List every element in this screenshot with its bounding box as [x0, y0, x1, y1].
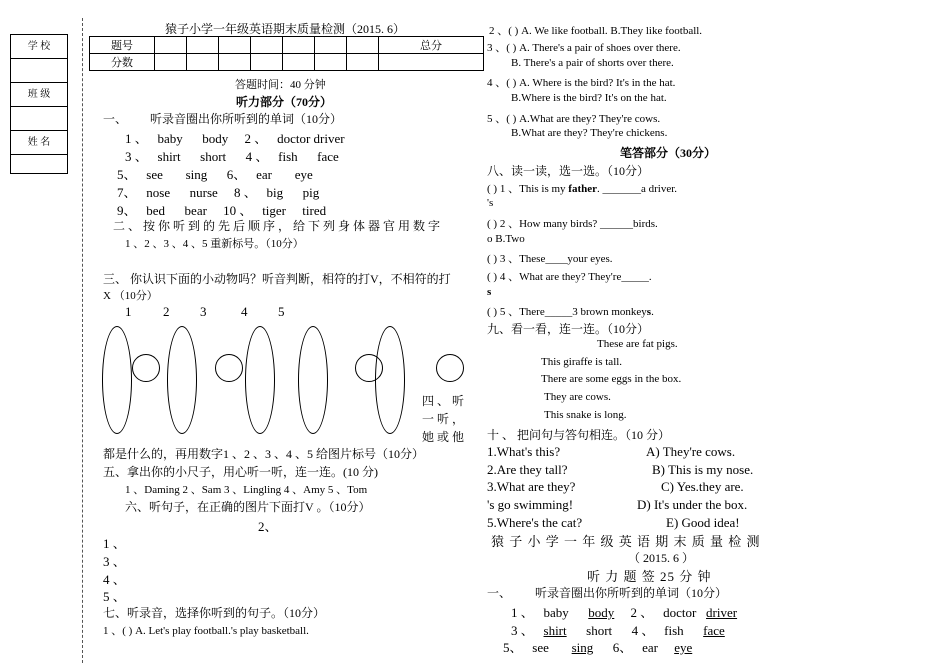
- q6-item: 4 、: [103, 572, 126, 587]
- picture-circle-1: [132, 354, 160, 382]
- answer-row-1: 1 、 baby body 2 、 doctor driver: [511, 605, 738, 620]
- picture-oval-4: [298, 326, 328, 434]
- q8-item-1: ( ) 1 、This is my father. _______a driver.: [487, 183, 678, 195]
- score-row2-label: 分数: [90, 54, 155, 71]
- q9-title: 九、看一看，连一连。（10分）: [487, 322, 650, 336]
- q7-item-3a: 3 、( ) A. There's a pair of shoes over there.: [487, 42, 681, 54]
- q1-row5: 9、 bed bear 10 、 tiger tired: [117, 203, 327, 218]
- picture-oval-5: [375, 326, 405, 434]
- q3-number-5: 5: [278, 304, 285, 319]
- q10-answer: A) They're cows.: [646, 444, 736, 459]
- q10-answer: E) Good idea!: [666, 515, 740, 530]
- q10-question: 1.What's this?: [487, 444, 561, 459]
- q5-names: 1 、Daming 2 、Sam 3 、Lingling 4 、Amy 5 、Tom: [125, 484, 368, 496]
- q9-sentence: This giraffe is tall.: [541, 356, 623, 368]
- answer-row-2: 3 、 shirt short 4 、 fish face: [511, 623, 725, 638]
- q6-title: 六、听句子，在正确的图片下面打V 。（10分）: [125, 500, 371, 514]
- q9-sentence: They are cows.: [544, 391, 611, 403]
- q2-line2: 1 、2 、3 、4 、5 重新标号。（10分）: [125, 238, 304, 250]
- school-label: 学 校: [11, 35, 67, 59]
- answer-sheet-title: 猿 子 小 学 一 年 级 英 语 期 末 质 量 检 测: [491, 534, 761, 549]
- score-table: [89, 36, 484, 71]
- q8-item-4: ( ) 4 、What are they? They're_____.: [487, 271, 652, 283]
- q8-item-2-wrap: o B.Two: [487, 233, 525, 245]
- name-label: 姓 名: [11, 131, 67, 155]
- q3-number-4: 4: [241, 304, 248, 319]
- answer-sheet-date: （ 2015. 6 ）: [628, 551, 695, 565]
- answer-sheet-section-title: 听录音圈出你所听到的单词（10分）: [535, 586, 728, 600]
- name-field: [11, 155, 67, 178]
- q10-question: 3.What are they?: [487, 479, 576, 494]
- q6-item: 1 、: [103, 536, 126, 551]
- q1-number: 一、: [103, 112, 128, 126]
- q8-title: 八、读一读，选一选。（10分）: [487, 164, 650, 178]
- class-field: [11, 107, 67, 131]
- q1-row1: 1 、 baby body 2 、 doctor driver: [125, 131, 345, 146]
- total-label: 总分: [379, 37, 484, 54]
- answer-sheet-section: 一、: [487, 586, 512, 600]
- q7-item-4a: 4 、( ) A. Where is the bird? It's in the hat.: [487, 77, 676, 89]
- q4-side-1: 四 、 听: [422, 394, 465, 408]
- q8-item-2: ( ) 2 、How many birds? ______birds.: [487, 218, 658, 230]
- q8-item-5: ( ) 5 、There_____3 brown monkeys.: [487, 306, 654, 318]
- listening-header: 听力部分（70分）: [236, 95, 333, 109]
- writing-header: 笔答部分（30分）: [620, 146, 717, 160]
- q9-sentence: These are fat pigs.: [597, 338, 678, 350]
- q3-number-2: 2: [163, 304, 170, 319]
- picture-oval-1: [102, 326, 132, 434]
- q7-item-5b: B.What are they? They're chickens.: [511, 127, 668, 139]
- q10-question: 's go swimming!: [487, 497, 574, 512]
- q3-title: 三、 你认识下面的小动物吗？听音判断，相符的打V，不相符的打: [103, 272, 451, 286]
- q3-number-1: 1: [125, 304, 132, 319]
- q4-line: 都是什么的，再用数字1 、2 、3 、4 、5 给图片标号（10分）: [103, 447, 425, 461]
- q10-question: 2.Are they tall?: [487, 462, 568, 477]
- q10-answer: C) Yes.they are.: [661, 479, 744, 494]
- q3-line2: X （10分）: [103, 290, 158, 302]
- q7-title: 七、听录音，选择你听到的句子。（10分）: [103, 606, 326, 620]
- q7-item-1: 1 、( ) A. Let's play football.'s play basketball.: [103, 625, 309, 637]
- q8-item-3: ( ) 3 、These____your eyes.: [487, 253, 613, 265]
- picture-oval-3: [245, 326, 275, 434]
- q5-title: 五、拿出你的小尺子，用心听一听，连一连。(10 分): [103, 465, 378, 479]
- q7-item-3b: B. There's a pair of shorts over there.: [511, 57, 674, 69]
- student-info-box: [10, 34, 68, 174]
- q1-row4: 7、 nose nurse 8 、 big pig: [117, 185, 320, 200]
- q2-title: 二 、 按 你 听 到 的 先 后 顺 序 ， 给 下 列 身 体 器 官 用 数 字: [113, 219, 441, 233]
- exam-time: 答题时间：40 分钟: [235, 79, 326, 91]
- fold-line: [82, 18, 83, 663]
- answer-sheet-subtitle: 听 力 题 签 25 分 钟: [587, 569, 712, 584]
- q8-item-1-wrap: 's: [487, 197, 494, 209]
- q10-answer: D) It's under the box.: [637, 497, 748, 512]
- answer-row-3: 5、 see sing 6、 ear eye: [503, 640, 693, 655]
- q9-sentence: There are some eggs in the box.: [541, 373, 682, 385]
- q7-item-2: 2 、( ) A. We like football. B.They like football.: [489, 25, 703, 37]
- q7-item-5a: 5 、( ) A.What are they? They're cows.: [487, 113, 661, 125]
- q4-side-3: 她 或 他: [422, 430, 465, 444]
- q3-number-3: 3: [200, 304, 207, 319]
- q10-question: 5.Where's the cat?: [487, 515, 583, 530]
- q8-item-4-wrap: s: [487, 286, 492, 298]
- q1-row3: 5、 see sing 6、 ear eye: [117, 167, 313, 182]
- q1-row2: 3 、 shirt short 4 、 fish face: [125, 149, 339, 164]
- q10-answer: B) This is my nose.: [652, 462, 754, 477]
- picture-circle-2: [215, 354, 243, 382]
- q9-sentence: This snake is long.: [544, 409, 627, 421]
- q10-title: 十 、 把问句与答句相连。（10 分）: [487, 428, 671, 442]
- q6-item: 2、: [258, 519, 278, 534]
- school-field: [11, 59, 67, 83]
- q6-item: 5 、: [103, 589, 126, 604]
- page-title: 猿子小学一年级英语期末质量检测（2015. 6）: [165, 22, 406, 36]
- picture-circle-4: [436, 354, 464, 382]
- q1-title: 听录音圈出你所听到的单词（10分）: [150, 112, 343, 126]
- score-row-label: 题号: [90, 37, 155, 54]
- q6-item: 3 、: [103, 554, 126, 569]
- class-label: 班 级: [11, 83, 67, 107]
- q7-item-4b: B.Where is the bird? It's on the hat.: [511, 92, 667, 104]
- picture-oval-2: [167, 326, 197, 434]
- q4-side-2: 一 听 ，: [422, 412, 465, 426]
